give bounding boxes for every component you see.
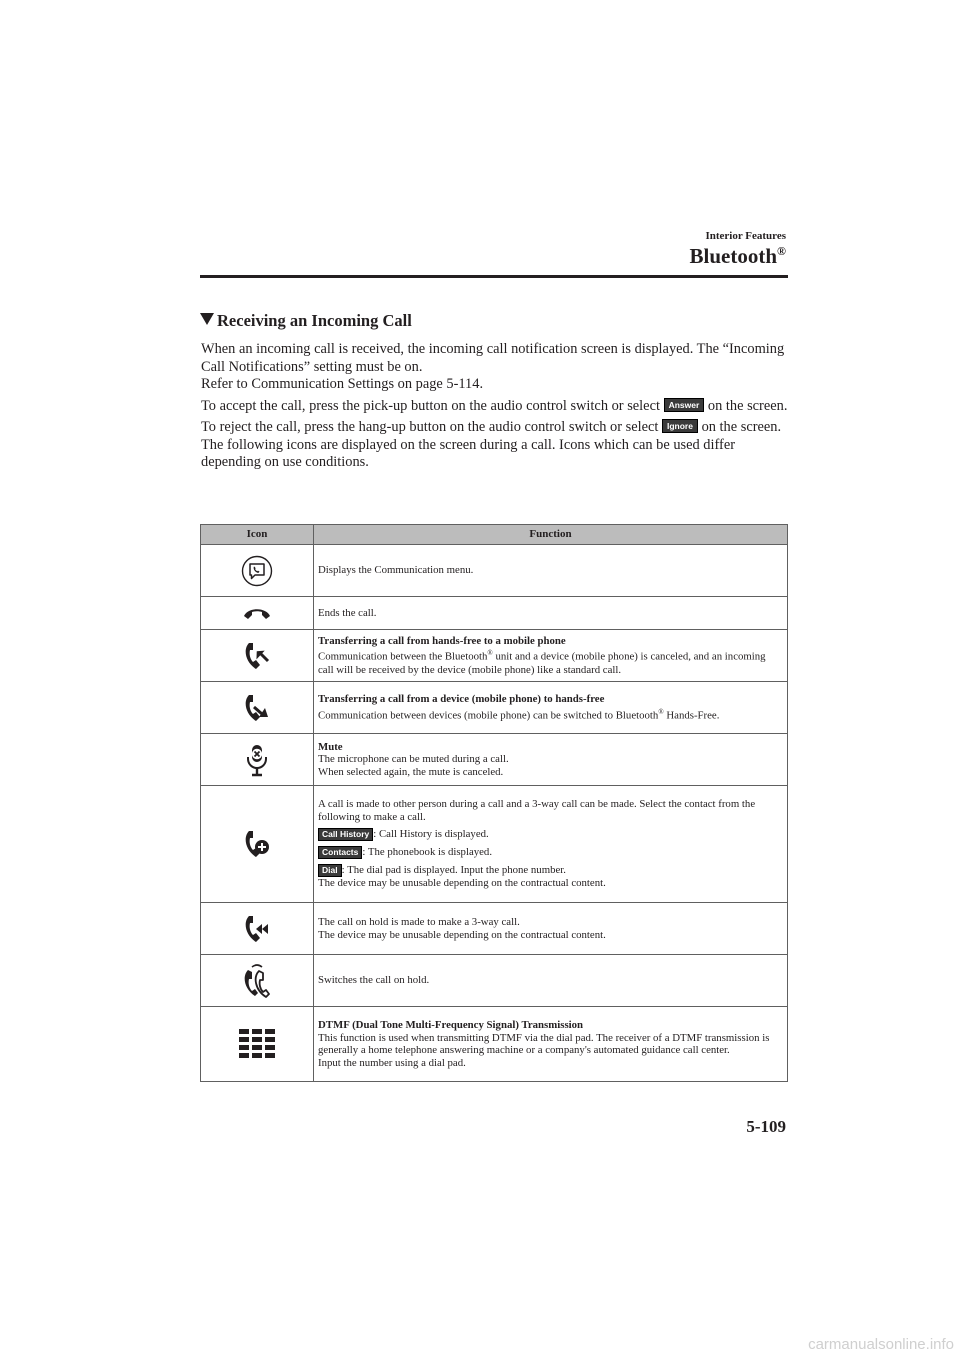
icon-cell — [201, 903, 314, 955]
function-cell — [314, 682, 788, 734]
function-text-a: Communication between the Bluetooth — [318, 651, 488, 664]
icon-cell — [201, 786, 314, 903]
option-text: : The dial pad is displayed. Input the phone number. — [341, 864, 566, 877]
intro-p4-before: To reject the call, press the hang-up button on the audio control switch or select — [201, 419, 659, 435]
heading-text: Receiving an Incoming Call — [217, 311, 412, 330]
intro-text — [201, 341, 789, 472]
table-row — [201, 682, 788, 734]
function-text — [318, 647, 781, 676]
function-title: Transferring a call from hands-free to a mobile phone — [318, 634, 566, 647]
intro-p3-after: on the screen. — [707, 397, 788, 414]
dial-pad-icon — [239, 1029, 275, 1059]
dial-option — [318, 864, 781, 877]
function-cell — [314, 734, 788, 786]
registered-mark: ® — [658, 707, 664, 716]
option-text: : Call History is displayed. — [373, 828, 489, 841]
registered-mark: ® — [487, 649, 493, 658]
function-text: Ends the call. — [318, 606, 377, 619]
table-row — [201, 786, 788, 903]
section-heading — [200, 311, 412, 331]
merge-call-icon — [242, 913, 272, 945]
table-row — [201, 903, 788, 955]
function-text: Displays the Communication menu. — [318, 564, 474, 577]
triangle-bullet-icon — [200, 313, 214, 325]
call-history-option — [318, 828, 781, 841]
function-cell — [314, 597, 788, 630]
icon-cell — [201, 734, 314, 786]
ignore-button-label: Ignore — [662, 419, 698, 433]
function-text-b: unit and a device (mobile phone) is canceled, and an incoming call will be received by the device (mobile phone) like a standard call. — [318, 651, 766, 676]
call-history-button-label: Call History — [318, 828, 373, 841]
icon-function-table — [200, 524, 788, 1082]
chapter-title — [690, 244, 786, 269]
icon-cell — [201, 955, 314, 1007]
function-text: Switches the call on hold. — [318, 974, 430, 987]
function-text: A call is made to other person during a call and a 3-way call can be made. Select the contact from the following to make a call. — [318, 798, 756, 823]
function-text: When selected again, the mute is canceled. — [318, 765, 504, 778]
function-text: Input the number using a dial pad. — [318, 1056, 466, 1069]
table-row — [201, 955, 788, 1007]
function-text-a: Communication between devices (mobile phone) can be switched to Bluetooth — [318, 709, 659, 722]
table-row — [201, 734, 788, 786]
function-text — [318, 706, 781, 722]
table-row — [201, 1007, 788, 1082]
answer-button-label: Answer — [664, 398, 705, 412]
page-number: 5-109 — [746, 1117, 786, 1136]
intro-paragraph-2: Refer to Communication Settings on page 5-114. — [201, 376, 484, 392]
intro-paragraph-5: The following icons are displayed on the screen during a call. Icons which can be used differ depending on use conditions. — [201, 436, 736, 470]
icon-cell — [201, 597, 314, 630]
communication-menu-icon — [241, 555, 273, 587]
contacts-button-label: Contacts — [318, 846, 362, 859]
intro-p4-after: on the screen. — [701, 419, 782, 435]
intro-paragraph-1: When an incoming call is received, the incoming call notification screen is displayed. The “Incoming Call Notifications” setting must be on. — [201, 341, 785, 375]
intro-p3-before: To accept the call, press the pick-up button on the audio control switch or select — [201, 397, 660, 414]
function-text: The device may be unusable depending on the contractual content. — [318, 877, 606, 890]
intro-paragraph-3 — [201, 398, 789, 416]
function-text: The device may be unusable depending on the contractual content. — [318, 928, 606, 941]
function-cell — [314, 545, 788, 597]
transfer-to-handsfree-icon — [242, 692, 272, 724]
footer-watermark: carmanualsonline.info — [808, 1336, 954, 1353]
icon-cell — [201, 630, 314, 682]
function-cell — [314, 903, 788, 955]
section-title: Interior Features — [705, 230, 786, 242]
intro-paragraph-4 — [201, 419, 789, 437]
end-call-icon — [242, 605, 272, 621]
function-column-header: Function — [314, 525, 788, 545]
function-title: Mute — [318, 740, 343, 753]
function-title: DTMF (Dual Tone Multi-Frequency Signal) Transmission — [318, 1019, 584, 1031]
icon-cell — [201, 682, 314, 734]
function-title: Transferring a call from a device (mobile phone) to hands-free — [318, 693, 605, 706]
function-text: The microphone can be muted during a call. — [318, 753, 509, 766]
add-call-icon — [242, 828, 272, 860]
function-cell — [314, 786, 788, 903]
contacts-option — [318, 846, 781, 859]
registered-mark: ® — [777, 244, 786, 258]
function-text: This function is used when transmitting DTMF via the dial pad. The receiver of a DTMF transmission is generally a home telephone answering machine or a company's automated guidance call center. — [318, 1031, 770, 1056]
option-text: : The phonebook is displayed. — [362, 846, 493, 859]
table-row — [201, 630, 788, 682]
function-cell — [314, 1007, 788, 1082]
transfer-to-mobile-icon — [242, 640, 272, 672]
mute-microphone-icon — [244, 742, 270, 778]
function-text: The call on hold is made to make a 3-way call. — [318, 916, 520, 928]
function-cell — [314, 955, 788, 1007]
table-row — [201, 545, 788, 597]
function-text-b: Hands-Free. — [663, 709, 720, 722]
chapter-name: Bluetooth — [689, 244, 778, 268]
icon-column-header: Icon — [201, 525, 314, 545]
dial-button-label: Dial — [318, 864, 342, 877]
hold-call-icon — [243, 963, 271, 999]
icon-cell — [201, 1007, 314, 1082]
icon-cell — [201, 545, 314, 597]
table-header-row — [201, 525, 788, 545]
table-row — [201, 597, 788, 630]
header-rule — [200, 275, 788, 278]
function-cell — [314, 630, 788, 682]
